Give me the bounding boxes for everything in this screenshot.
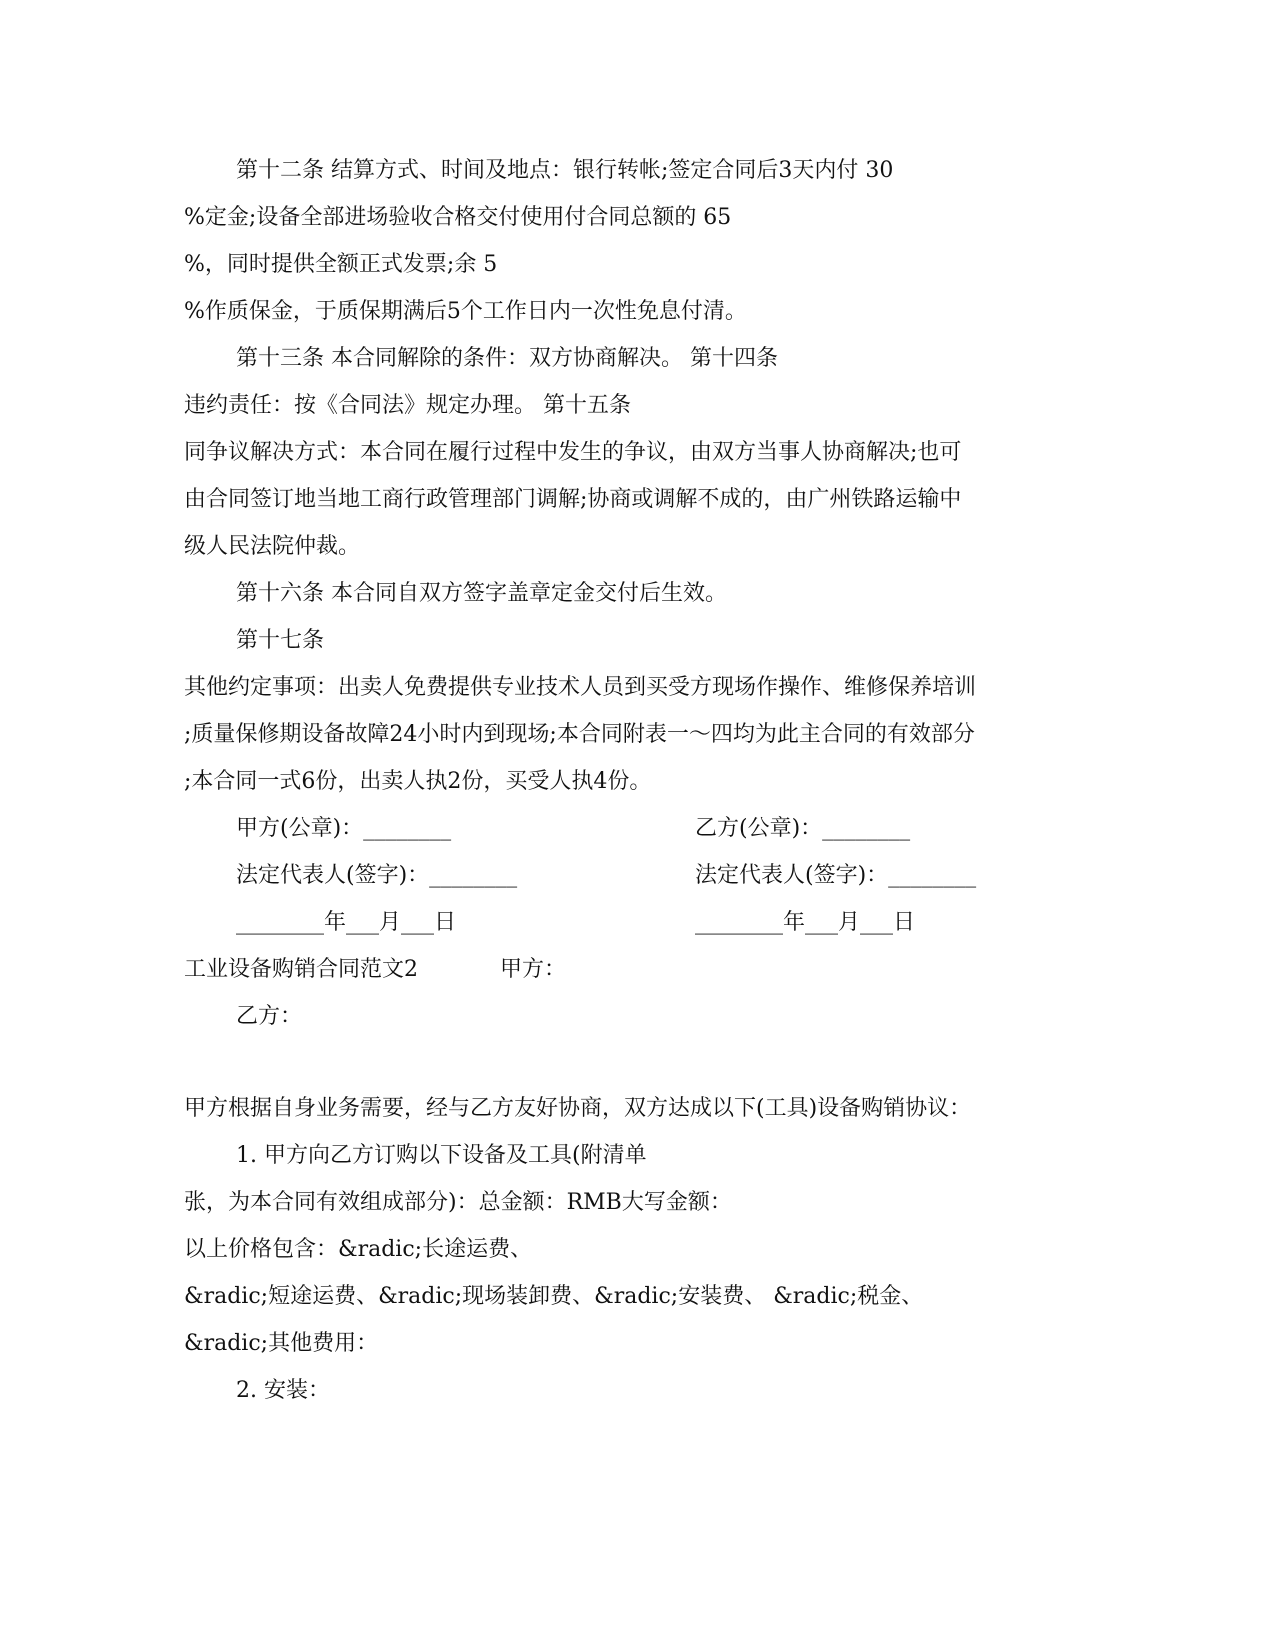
second-party-a: 甲方： [500,957,567,982]
second-contract-title: 工业设备购销合同范文2 [184,957,418,982]
text-line: 级人民法院仲裁。 [184,534,361,559]
price-includes-2: &radic;短途运费、&radic;现场装卸费、&radic;安装费、 &radic;税金、 [184,1284,924,1309]
text-line: 由合同签订地当地工商行政管理部门调解;协商或调解不成的，由广州铁路运输中 [184,487,962,512]
party-a-seal: 甲方(公章)：________ [236,816,452,841]
price-includes-3: &radic;其他费用： [184,1331,379,1356]
price-includes-1: 以上价格包含：&radic;长途运费、 [184,1237,533,1262]
text-line: %作质保金，于质保期满后5个工作日内一次性免息付清。 [184,299,747,324]
text-line: ;质量保修期设备故障24小时内到现场;本合同附表一～四均为此主合同的有效部分 [184,722,975,747]
text-line: ;本合同一式6份，出卖人执2份，买受人执4份。 [184,769,652,794]
text-line: %，同时提供全额正式发票;余 5 [184,252,498,277]
text-line: 违约责任：按《合同法》规定办理。 第十五条 [184,393,631,418]
party-b-representative: 法定代表人(签字)：________ [695,863,977,888]
party-a-representative: 法定代表人(签字)：________ [236,863,518,888]
text-line: 第十六条 本合同自双方签字盖章定金交付后生效。 [236,581,727,606]
text-line: 第十二条 结算方式、时间及地点：银行转帐;签定合同后3天内付 30 [236,158,894,183]
text-line: %定金;设备全部进场验收合格交付使用付合同总额的 65 [184,205,732,230]
clause-2: 2. 安装： [236,1378,330,1403]
clause-1-continued: 张，为本合同有效组成部分)：总金额：RMB大写金额： [184,1190,732,1215]
party-b-date: ________年___月___日 [695,910,916,935]
second-intro: 甲方根据自身业务需要，经与乙方友好协商，双方达成以下(工具)设备购销协议： [184,1096,972,1121]
second-party-b: 乙方： [236,1004,303,1029]
text-line: 同争议解决方式：本合同在履行过程中发生的争议，由双方当事人协商解决;也可 [184,440,962,465]
party-a-date: ________年___月___日 [236,910,457,935]
clause-1: 1. 甲方向乙方订购以下设备及工具(附清单 [236,1143,647,1168]
text-line: 其他约定事项：出卖人免费提供专业技术人员到买受方现场作操作、维修保养培训 [184,675,977,700]
text-line: 第十七条 [236,628,325,653]
party-b-seal: 乙方(公章)：________ [695,816,911,841]
text-line: 第十三条 本合同解除的条件：双方协商解决。 第十四条 [236,346,778,371]
